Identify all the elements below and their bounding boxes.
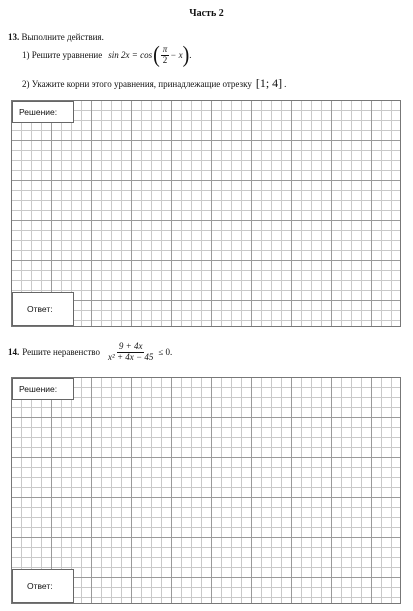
fraction-numerator: π [162, 44, 168, 54]
inequality-numerator: 9 + 4x [118, 341, 143, 351]
task-13-item-1: 1) Решите уравнение sin 2x = cos ( $\frac{\pi}{2}$ − x ) . [22, 42, 192, 69]
task-14-answer-label: Ответ: [12, 569, 74, 603]
equation-minus-x: − x [170, 50, 183, 61]
task-14-answer-grid[interactable] [11, 377, 401, 604]
task-14-number: 14. [8, 347, 20, 358]
task-14-header [8, 342, 172, 363]
task-13-instruction: Выполните действия. [21, 32, 104, 42]
task-13-answer-grid[interactable] [11, 100, 401, 327]
part-title: Часть 2 [189, 8, 224, 19]
task-13-answer-label: Ответ: [12, 292, 74, 326]
equation-left: sin 2x = cos [108, 50, 153, 61]
task-14-solution-label: Решение: [12, 378, 74, 400]
task-14-suffix: . [170, 347, 173, 358]
task-13-solution-label: Решение: [12, 101, 74, 123]
task-13-header [8, 32, 104, 42]
task-13-item-1-suffix: . [189, 50, 192, 61]
pi-over-two-fraction [161, 45, 170, 66]
task-14-instruction: Решите неравенство [22, 347, 100, 358]
inequality-denominator: x² + 4x − 45 [108, 351, 154, 362]
inequality-rhs: ≤ 0 [158, 347, 171, 358]
task-13-item-2-suffix: . [284, 78, 287, 89]
task-13-item-2-prefix: 2) Укажите корни этого уравнения, принадлежащие отрезку [22, 78, 252, 89]
task-13-item-1-prefix: 1) Решите уравнение [22, 50, 103, 61]
task-13-number: 13. [8, 32, 20, 42]
fraction-denominator: 2 [162, 54, 168, 65]
inequality-fraction [106, 342, 155, 363]
interval: [1; 4] [255, 76, 283, 90]
task-13-item-2 [22, 76, 286, 91]
